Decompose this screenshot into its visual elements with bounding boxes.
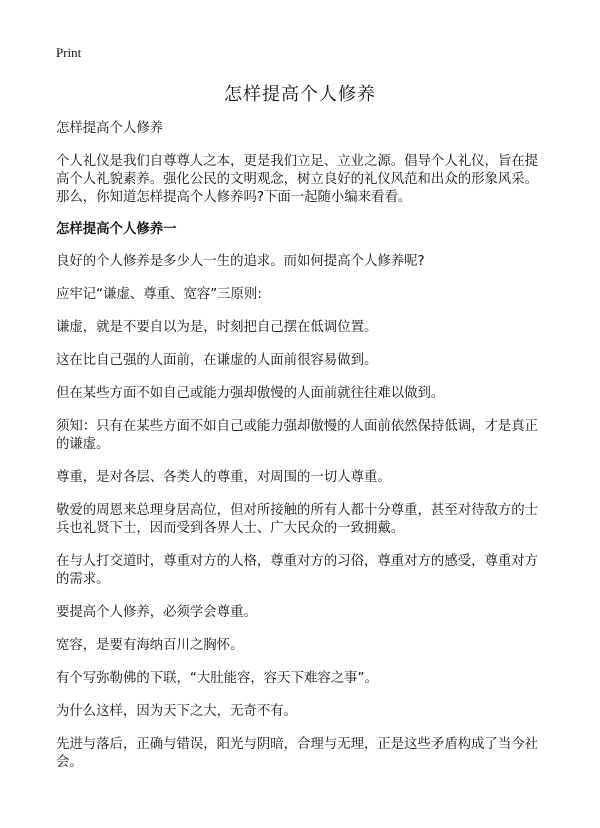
paragraph: 须知：只有在某些方面不如自己或能力强却傲慢的人面前依然保持低调，才是真正的谦虚。 — [56, 419, 539, 452]
paragraph: 应牢记“谦虚、尊重、宽容”三原则: — [56, 287, 262, 302]
page-title: 怎样提高个人修养 — [224, 84, 376, 105]
paragraph: 先进与落后，正确与错误，阳光与阴暗，合理与无理，正是这些矛盾构成了当今社会。 — [56, 737, 539, 770]
paragraph: 但在某些方面不如自己或能力强却傲慢的人面前就往往难以做到。 — [56, 386, 445, 401]
paragraph: 宽容，是要有海纳百川之胸怀。 — [56, 638, 244, 653]
print-link[interactable]: Print — [56, 45, 82, 60]
article-body — [56, 120, 548, 787]
paragraph: 为什么这样，因为天下之大，无奇不有。 — [56, 704, 298, 719]
paragraph: 要提高个人修养，必须学会尊重。 — [56, 605, 257, 620]
section-heading: 怎样提高个人修养一 — [56, 222, 177, 237]
paragraph: 这在比自己强的人面前，在谦虚的人面前很容易做到。 — [56, 353, 378, 368]
paragraph: 尊重，是对各层、各类人的尊重，对周围的一切人尊重。 — [56, 470, 391, 485]
paragraph: 谦虚，就是不要自以为是，时刻把自己摆在低调位置。 — [56, 320, 378, 335]
paragraph: 在与人打交道时，尊重对方的人格，尊重对方的习俗，尊重对方的感受，尊重对方的需求。 — [56, 554, 539, 587]
paragraph: 良好的个人修养是多少人一生的追求。而如何提高个人修养呢? — [56, 254, 425, 269]
intro-paragraph: 个人礼仪是我们自尊尊人之本，更是我们立足、立业之源。倡导个人礼仪，旨在提高个人礼貌素养。强化公民的文明观念，树立良好的礼仪风范和出众的形象风采。那么，你知道怎样提高个人修养吗?下面一起随小编来看看。 — [56, 154, 539, 205]
article-subtitle: 怎样提高个人修养 — [56, 121, 164, 136]
paragraph: 有个写弥勒佛的下联，“大肚能容，容天下难容之事”。 — [56, 671, 378, 686]
paragraph: 敬爱的周恩来总理身居高位，但对所接触的所有人都十分尊重，甚至对待敌方的士兵也礼贤下士，因而受到各界人士、广大民众的一致拥戴。 — [56, 503, 539, 536]
